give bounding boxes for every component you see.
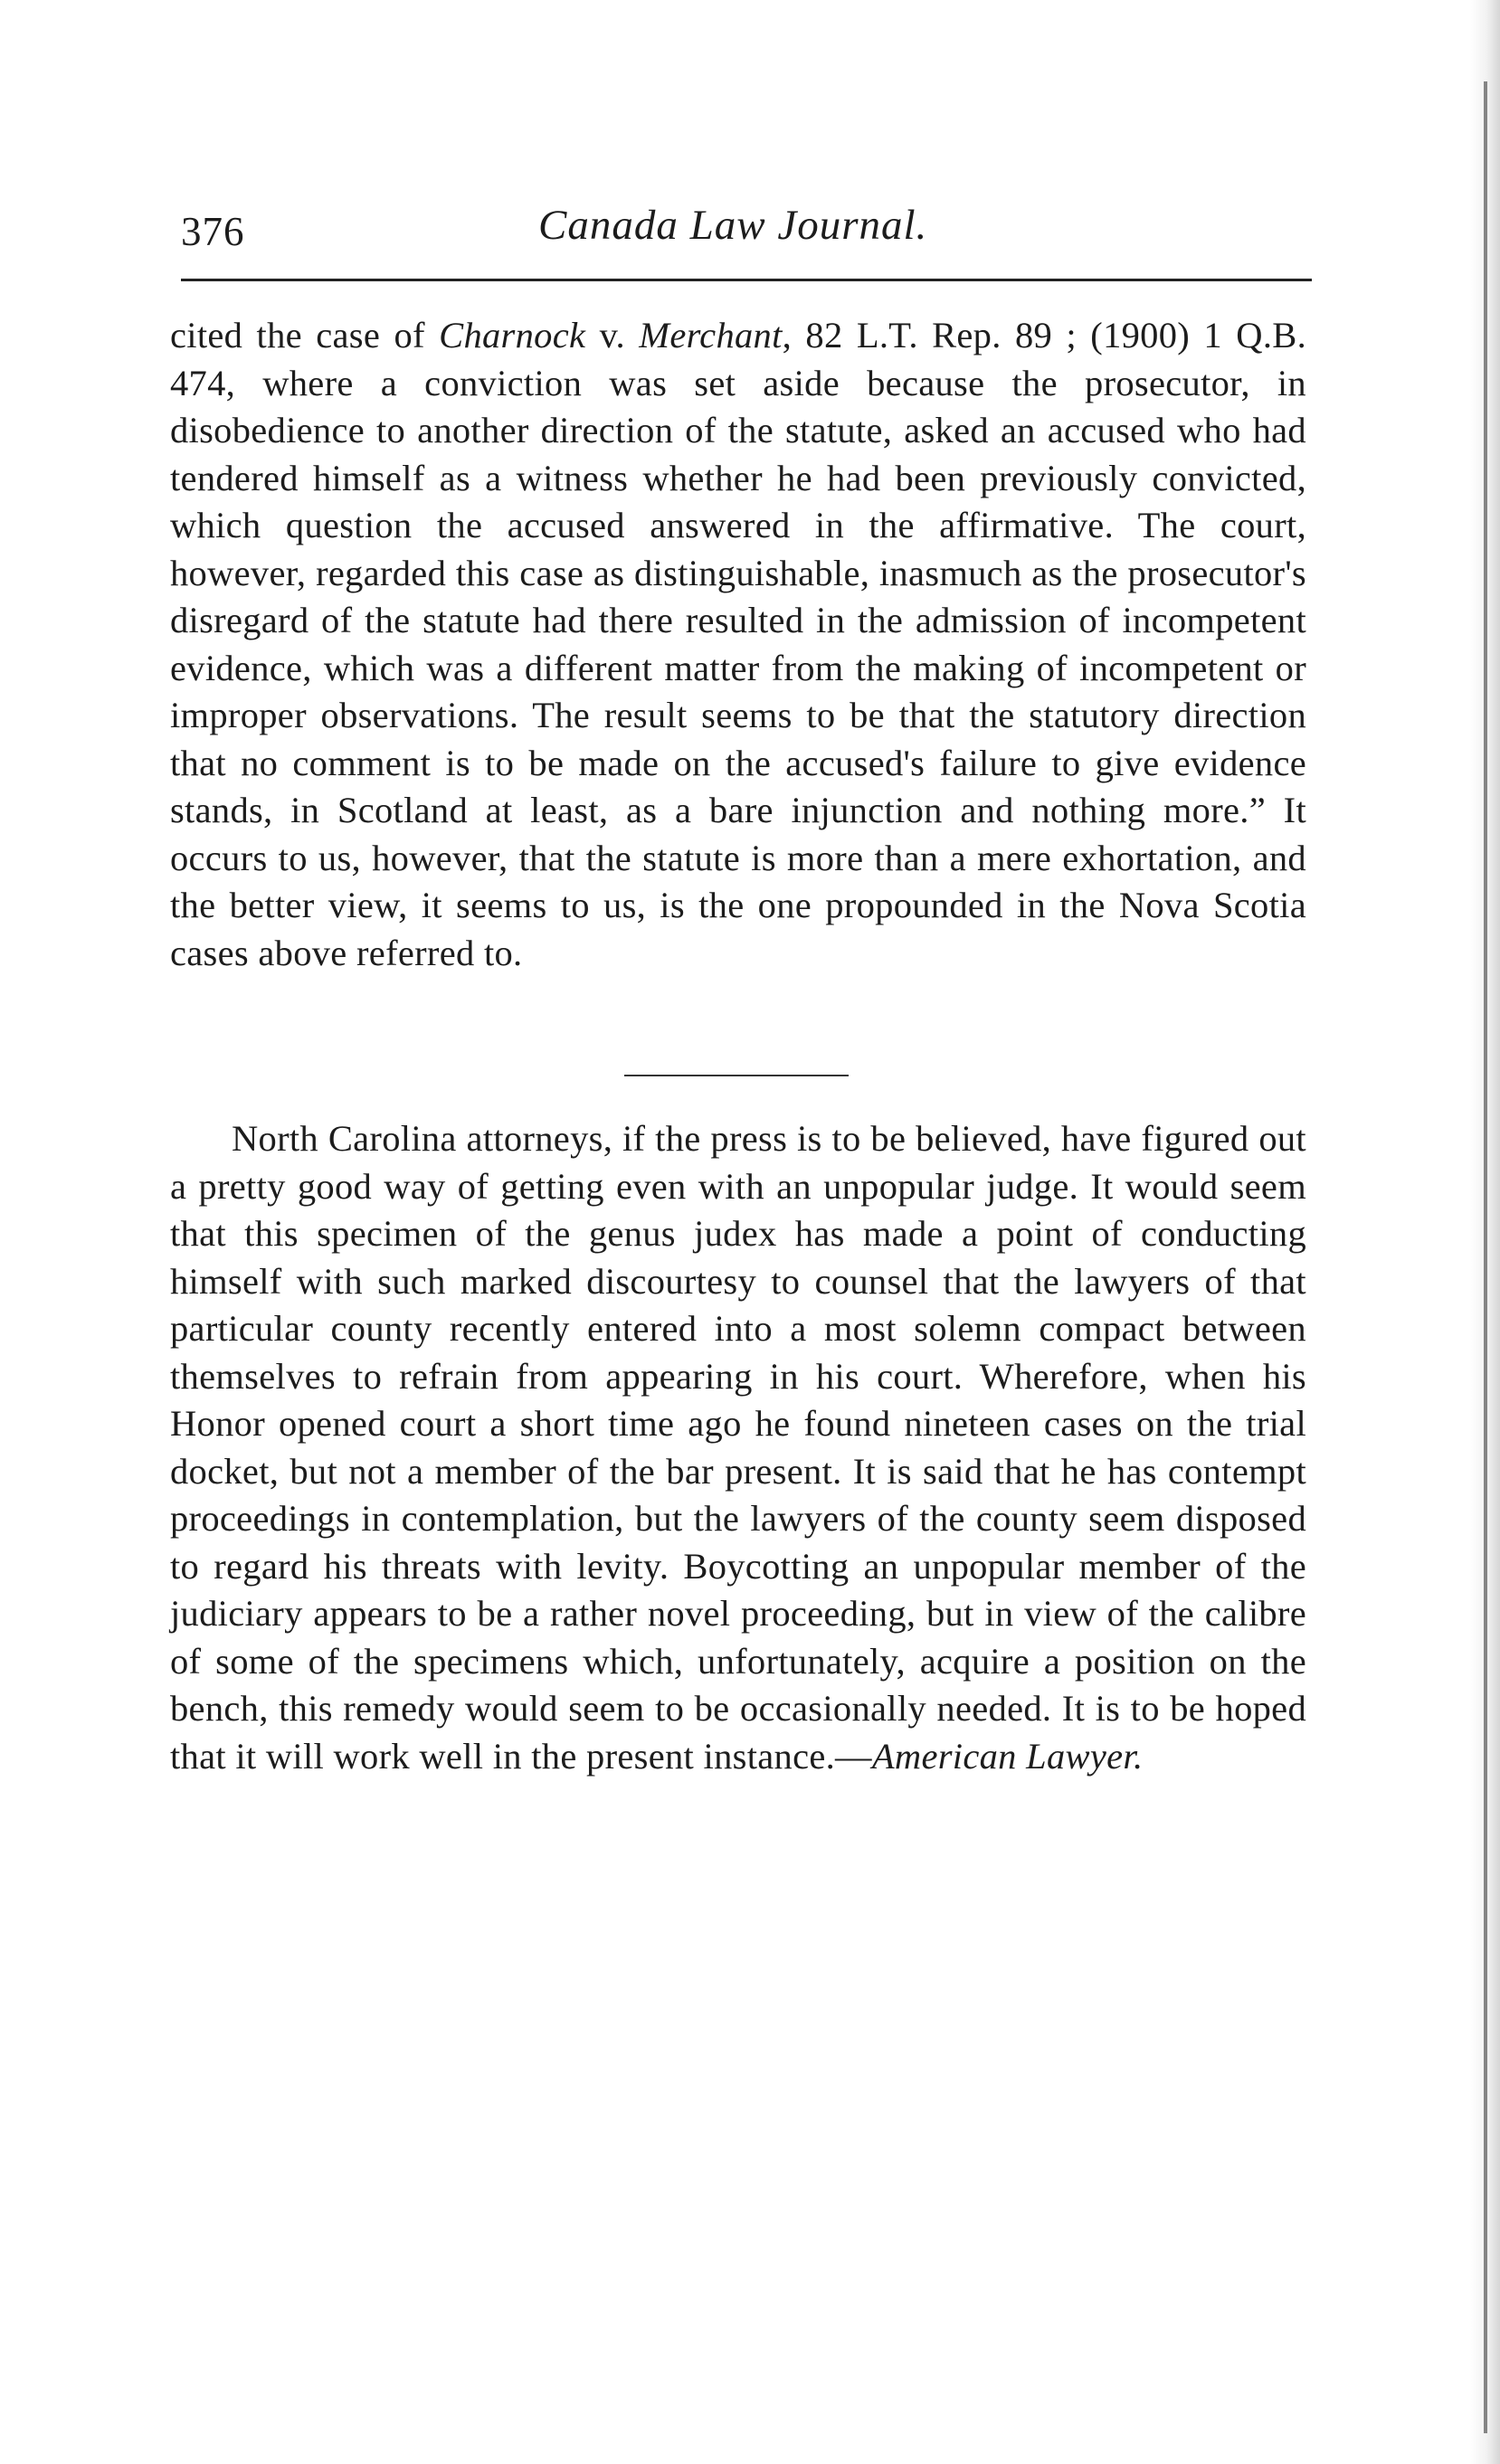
paragraph-north-carolina <box>170 1115 1306 1780</box>
paragraph-body: North Carolina attorneys, if the press is to be believed, have figured out a pretty good way of getting even with an unpopular judge. It would seem that this specimen of the genus judex has made a point of conducting himself with such marked discourtesy to counsel that the lawyers of that particular county recently entered into a most solemn compact between themselves to refrain from appearing in his court. Wherefore, when his Honor opened court a short time ago he found nineteen cases on the trial docket, but not a member of the bar present. It is said that he has contempt proceedings in contemplation, but the lawyers of the county seem disposed to regard his threats with levity. Boycotting an unpopular member of the judiciary appears to be a rather novel proceeding, but in view of the calibre of some of the specimens which, unfortunately, acquire a position on the bench, this remedy would seem to be occasionally needed. It is to be hoped that it will work well in the present instance.— <box>170 1118 1306 1777</box>
paragraph-continued <box>170 312 1306 977</box>
paragraph-text <box>170 1115 1306 1780</box>
page-number: 376 <box>181 209 245 254</box>
source-attribution: American Lawyer. <box>871 1735 1144 1777</box>
paragraph-text-segment: , 82 L.T. Rep. 89 ; (1900) 1 Q.B. 474, where a conviction was set aside because the prosecutor, in disobedience to another direction of the statute, asked an accused who had tendered himself as a witness whether he had been previously convicted, which question the accused answered in the affirmative. The court, however, regarded this case as distinguishable, inasmuch as the prosecutor's disregard of the statute had there resulted in the admission of incompetent evidence, which was a different matter from the making of incompetent or improper observations. The result seems to be that the statutory direction that no comment is to be made on the accused's failure to give evidence stands, in Scotland at least, as a bare injunction and nothing more.” It occurs to us, however, that the statute is more than a mere exhortation, and the better view, it seems to us, is the one propounded in the Nova Scotia cases above referred to. <box>170 315 1306 973</box>
paragraph-text-segment: v. <box>585 315 640 355</box>
journal-title: Canada Law Journal. <box>538 202 928 249</box>
case-name-merchant: Merchant <box>639 315 783 355</box>
paragraph-text-segment: cited the case of <box>170 315 440 355</box>
header-rule <box>181 279 1312 281</box>
case-name-charnock: Charnock <box>439 315 586 355</box>
paragraph-text <box>170 312 1306 977</box>
section-divider-rule <box>624 1075 849 1076</box>
scan-binding-edge-line <box>1484 81 1487 2433</box>
running-head <box>181 201 1312 273</box>
